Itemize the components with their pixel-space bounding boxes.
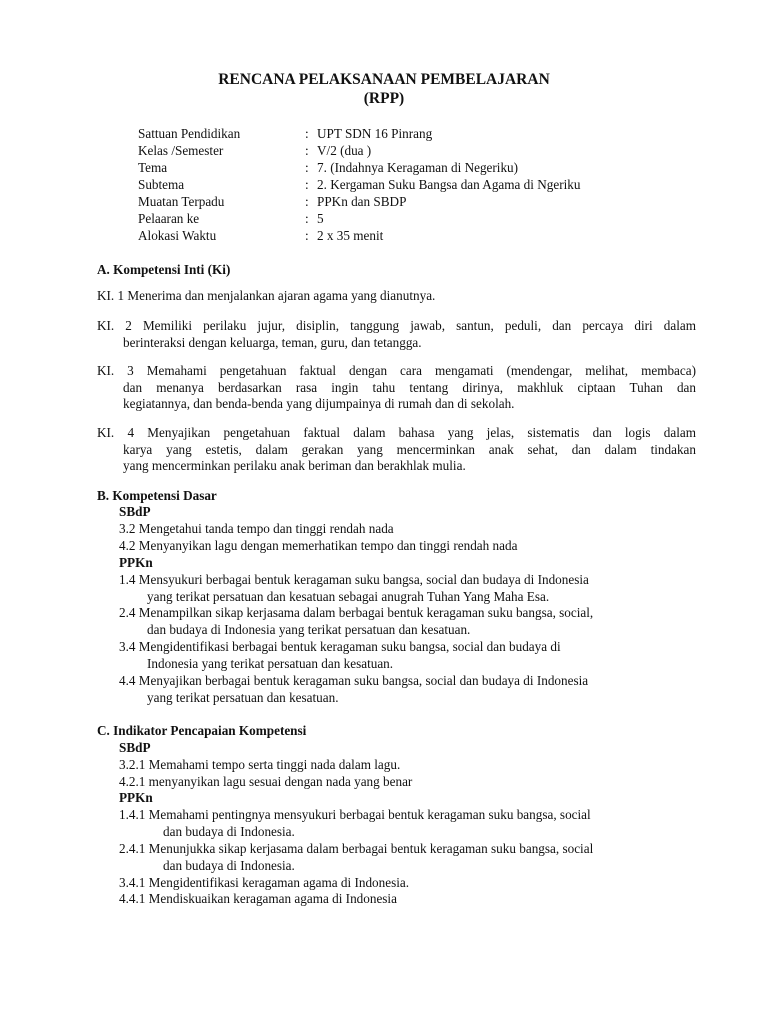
identity-value: 5 (317, 211, 324, 226)
indicator-item: 4.4.1 Mendiskuaikan keragaman agama di Indonesia (119, 891, 397, 906)
identity-key: Kelas /Semester (138, 143, 224, 158)
kd-item-cont: dan budaya di Indonesia yang terikat persatuan dan kesatuan. (147, 622, 471, 637)
identity-key: Tema (138, 160, 168, 175)
kd-item: 2.4 Menampilkan sikap kerjasama dalam berbagai bentuk keragaman suku bangsa, social, (119, 605, 594, 620)
kd-item-cont: yang terikat persatuan dan kesatuan. (147, 690, 339, 705)
section-a-heading: A. Kompetensi Inti (Ki) (97, 262, 231, 277)
kd-item: 1.4 Mensyukuri berbagai bentuk keragaman suku bangsa, social dan budaya di Indonesia (119, 572, 589, 587)
identity-value: 2 x 35 menit (317, 228, 384, 243)
section-c-sbdp-label: SBdP (119, 740, 151, 755)
indicator-item-cont: dan budaya di Indonesia. (163, 858, 295, 873)
section-c-ppkn-label: PPKn (119, 790, 153, 805)
ki-3-line: kegiatannya, dan benda-benda yang dijumpainya di rumah dan di sekolah. (123, 396, 515, 411)
identity-colon: : (305, 194, 309, 209)
document-title: RENCANA PELAKSANAAN PEMBELAJARAN (218, 71, 550, 88)
ki-3-line: dan menanya berdasarkan rasa ingin tahu tentang dirinya, makhluk ciptaan Tuhan dan (123, 379, 696, 395)
identity-colon: : (305, 160, 309, 175)
ki-4 (97, 425, 696, 475)
ki-2-line: KI. 2 Memiliki perilaku jujur, disiplin, tanggung jawab, santun, peduli, dan percaya diri dalam (97, 318, 696, 333)
kd-item: 3.2 Mengetahui tanda tempo dan tinggi rendah nada (119, 521, 394, 536)
identity-key: Pelaaran ke (138, 211, 200, 226)
kd-item: 4.4 Menyajikan berbagai bentuk keragaman suku bangsa, social dan budaya di Indonesia (119, 673, 589, 688)
ki-3-line: KI. 3 Memahami pengetahuan faktual dengan cara mengamati (mendengar, melihat, membaca) (97, 363, 696, 378)
identity-key: Muatan Terpadu (138, 194, 225, 209)
identity-row (138, 126, 580, 143)
section-c-heading: C. Indikator Pencapaian Kompetensi (97, 723, 307, 738)
identity-colon: : (305, 126, 309, 141)
identity-colon: : (305, 228, 309, 243)
indicator-item: 3.4.1 Mengidentifikasi keragaman agama di Indonesia. (119, 875, 410, 890)
kd-item-cont: yang terikat persatuan dan kesatuan sebagai anugrah Tuhan Yang Maha Esa. (147, 589, 550, 604)
ki-1: KI. 1 Menerima dan menjalankan ajaran agama yang dianutnya. (97, 288, 436, 303)
identity-row (138, 177, 580, 194)
identity-colon: : (305, 143, 309, 158)
identity-row (138, 228, 580, 245)
identity-key: Subtema (138, 177, 185, 192)
section-b-ppkn-label: PPKn (119, 555, 153, 570)
ki-4-line: KI. 4 Menyajikan pengetahuan faktual dalam bahasa yang jelas, sistematis dan logis dalam (97, 425, 696, 440)
ki-4-line: karya yang estetis, dalam gerakan yang mencerminkan anak sehat, dan dalam tindakan (123, 441, 696, 457)
ki-4-line: yang mencerminkan perilaku anak beriman dan berakhlak mulia. (123, 458, 466, 473)
ki-2 (97, 318, 696, 351)
indicator-item: 3.2.1 Memahami tempo serta tinggi nada dalam lagu. (119, 757, 401, 772)
document-subtitle: (RPP) (363, 90, 405, 107)
ki-2-line: berinteraksi dengan keluarga, teman, guru, dan tetangga. (123, 334, 422, 350)
identity-row (138, 143, 580, 160)
kd-item: 3.4 Mengidentifikasi berbagai bentuk keragaman suku bangsa, social dan budaya di (119, 639, 561, 654)
kd-item-cont: Indonesia yang terikat persatuan dan kesatuan. (147, 656, 394, 671)
identity-row (138, 194, 580, 211)
identity-colon: : (305, 177, 309, 192)
identity-key: Alokasi Waktu (138, 228, 217, 243)
identity-key: Sattuan Pendidikan (138, 126, 241, 141)
identity-row (138, 211, 580, 228)
identity-row (138, 160, 580, 177)
indicator-item-cont: dan budaya di Indonesia. (163, 824, 295, 839)
identity-value: PPKn dan SBDP (317, 194, 407, 209)
identity-value: V/2 (dua ) (317, 143, 372, 158)
identity-value: 7. (Indahnya Keragaman di Negeriku) (317, 160, 519, 175)
identity-colon: : (305, 211, 309, 226)
indicator-item: 1.4.1 Memahami pentingnya mensyukuri berbagai bentuk keragaman suku bangsa, social (119, 807, 591, 822)
ki-3 (97, 363, 696, 413)
indicator-item: 2.4.1 Menunjukka sikap kerjasama dalam berbagai bentuk keragaman suku bangsa, social (119, 841, 594, 856)
indicator-item: 4.2.1 menyanyikan lagu sesuai dengan nada yang benar (119, 774, 413, 789)
section-b-heading: B. Kompetensi Dasar (97, 488, 217, 503)
kd-item: 4.2 Menyanyikan lagu dengan memerhatikan tempo dan tinggi rendah nada (119, 538, 518, 553)
identity-value: 2. Kergaman Suku Bangsa dan Agama di Ngeriku (317, 177, 581, 192)
identity-value: UPT SDN 16 Pinrang (317, 126, 433, 141)
identity-table (138, 126, 580, 245)
section-b-sbdp-label: SBdP (119, 504, 151, 519)
